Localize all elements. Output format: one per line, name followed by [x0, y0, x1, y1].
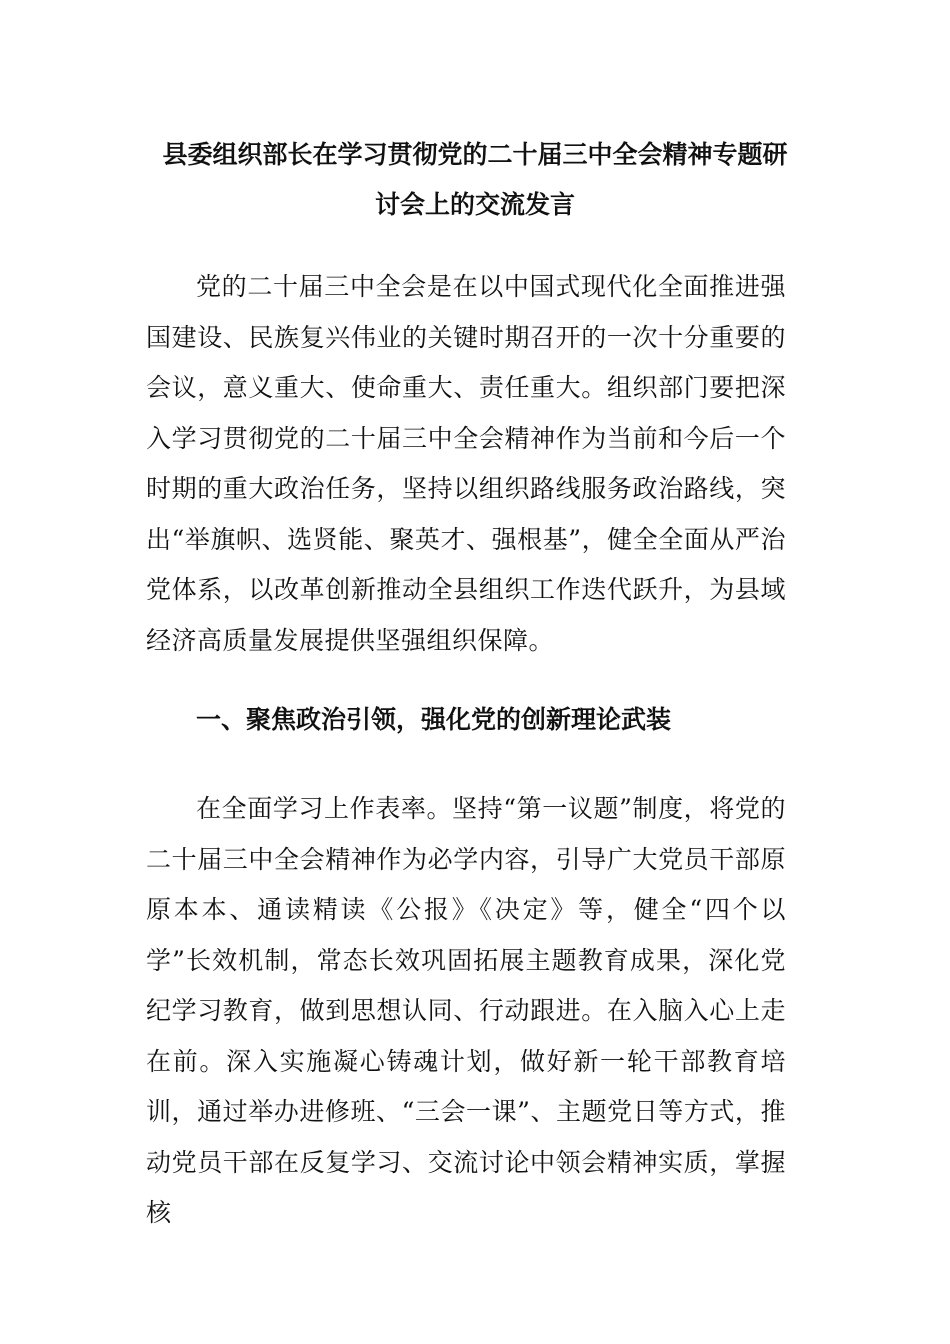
section-1-paragraph: 在全面学习上作表率。坚持“第一议题”制度，将党的二十届三中全会精神作为必学内容，引导广大党员干部原原本本、通读精读《公报》《决定》等，健全“四个以学”长效机制，常态长效巩固拓展主题教育成果，深化党纪学习教育，做到思想认同、行动跟进。在入脑入心上走在前。深入实施凝心铸魂计划，做好新一轮干部教育培训，通过举办进修班、“三会一课”、主题党日等方式，推动党员干部在反复学习、交流讨论中领会精神实质，掌握核	[146, 794, 786, 1227]
intro-paragraph: 党的二十届三中全会是在以中国式现代化全面推进强国建设、民族复兴伟业的关键时期召开的一次十分重要的会议，意义重大、使命重大、责任重大。组织部门要把深入学习贯彻党的二十届三中全会精神作为当前和今后一个时期的重大政治任务，坚持以组织路线服务政治路线，突出“举旗帜、选贤能、聚英才、强根基”，健全全面从严治党体系，以改革创新推动全县组织工作迭代跃升，为县域经济高质量发展提供坚强组织保障。	[146, 272, 786, 655]
title-line-1: 县委组织部长在学习贯彻党的二十届三中全会精神专题研	[162, 140, 788, 169]
document-title	[120, 130, 830, 230]
title-line-2: 讨会上的交流发言	[374, 190, 575, 219]
section-heading-1: 一、聚焦政治引领，强化党的创新理论武装	[196, 705, 672, 734]
